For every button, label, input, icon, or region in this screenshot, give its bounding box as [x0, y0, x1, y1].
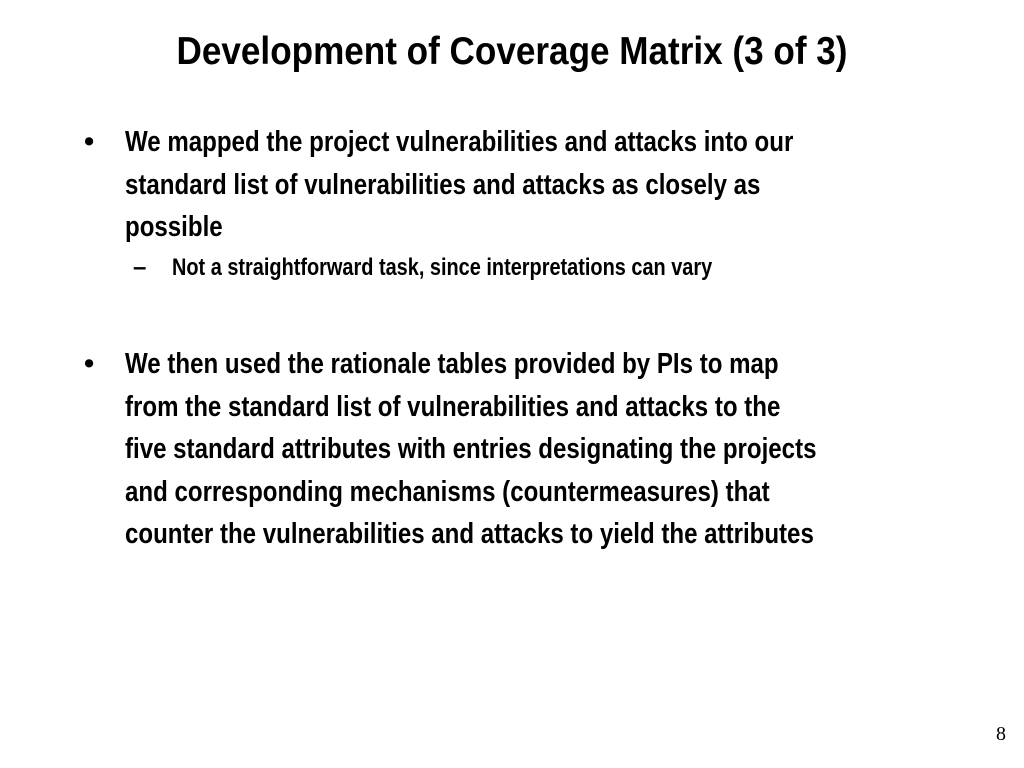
slide-title: Development of Coverage Matrix (3 of 3) — [176, 30, 848, 73]
bullet-line: counter the vulnerabilities and attacks to yield the attributes — [125, 518, 814, 550]
bullet-marker: • — [84, 348, 95, 380]
bullet-line: We then used the rationale tables provided by PIs to map — [125, 348, 779, 380]
bullet-line: and corresponding mechanisms (countermeasures) that — [125, 475, 770, 508]
bullet-line: five standard attributes with entries designating the projects — [125, 433, 817, 465]
bullet-line: Not a straightforward task, since interpretations can vary — [172, 254, 713, 281]
bullet-line: standard list of vulnerabilities and attacks as closely as — [125, 168, 761, 201]
bullet-line: possible — [125, 211, 223, 243]
bullet-item — [125, 121, 793, 249]
sub-bullet-item — [172, 252, 712, 284]
sub-bullet-marker: – — [133, 254, 147, 281]
bullet-line: from the standard list of vulnerabilities and attacks to the — [125, 390, 781, 423]
bullet-item — [125, 343, 816, 556]
bullet-marker: • — [84, 126, 95, 158]
page-number: 8 — [996, 723, 1006, 745]
bullet-line: We mapped the project vulnerabilities and attacks into our — [125, 126, 794, 158]
